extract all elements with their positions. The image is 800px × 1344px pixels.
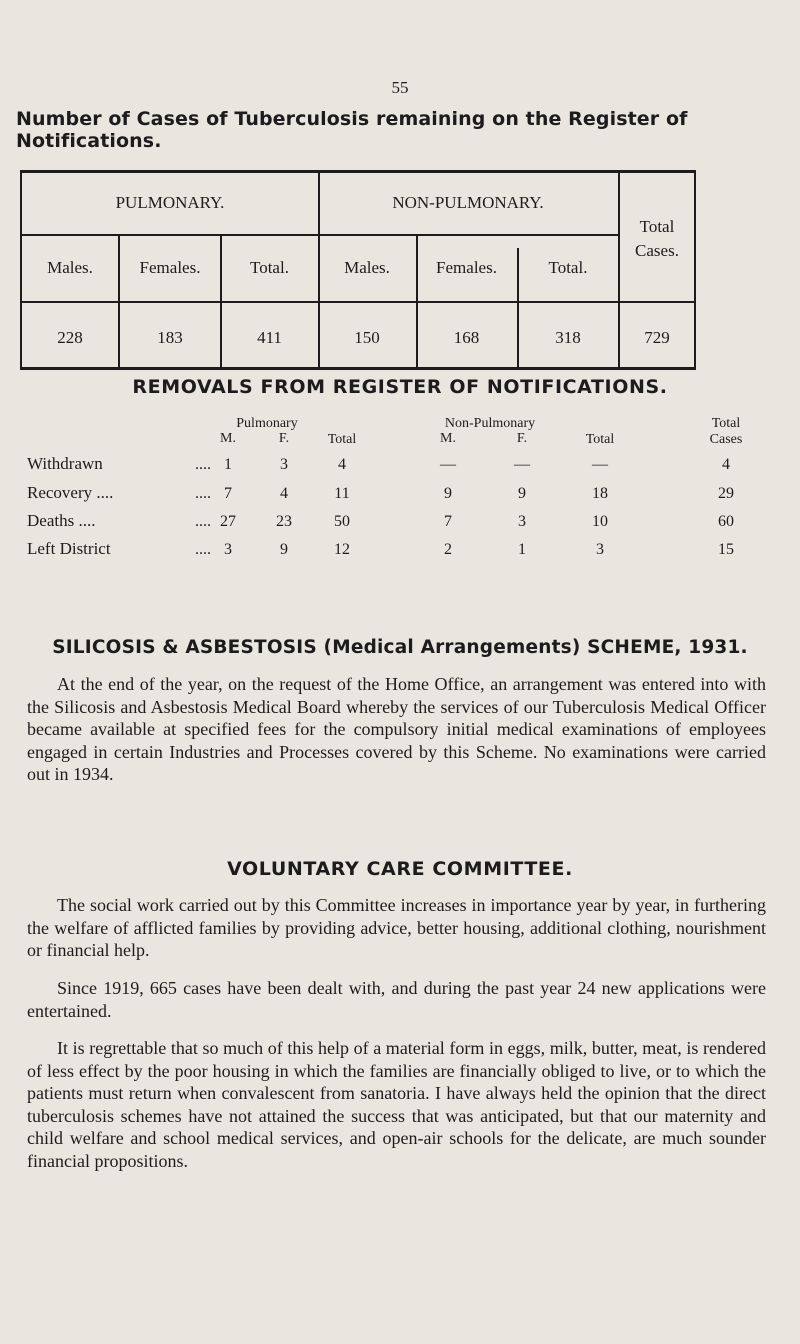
silicosis-heading: SILICOSIS & ASBESTOSIS (Medical Arrangements) SCHEME, 1931. xyxy=(52,637,748,658)
removals-cell: 1 xyxy=(224,456,232,473)
value-non-pulmonary-females: 168 xyxy=(453,328,480,347)
header-non-pulmonary-females: Females. xyxy=(436,258,497,277)
header-non-pulmonary-males: Males. xyxy=(344,258,390,277)
head-pulmonary-f: F. xyxy=(278,431,290,446)
voluntary-paragraph-3-text: It is regrettable that so much of this help of a material form in eggs, milk, butter, meat, is rendered of less effect by the poor housing in which the families are financially obliged to live, or to which the patients must return when convalescent from sanatoria. I have always held the opinion that the direct tuberculosis schemes have not attained the success that was anticipated, but that our maternity and child welfare and school medical services, and open-air schools for the delicate, are much sounder financial propositions. xyxy=(27,1038,766,1171)
removals-cell: 1 xyxy=(518,541,526,558)
removals-row-dots: .... xyxy=(195,456,211,473)
notifications-table xyxy=(20,170,696,370)
header-pulmonary-males: Males. xyxy=(47,258,93,277)
header-total-cases: Total Cases. xyxy=(635,217,679,260)
voluntary-paragraph-1 xyxy=(27,894,766,962)
value-non-pulmonary-males: 150 xyxy=(354,328,380,347)
removals-cell: 3 xyxy=(280,456,288,473)
removals-cell: 60 xyxy=(718,513,734,530)
head-pulmonary-total: Total xyxy=(327,432,357,447)
removals-cell: 29 xyxy=(718,485,734,502)
removals-cell: 18 xyxy=(592,485,608,502)
head-non-pulmonary-total: Total xyxy=(585,432,615,447)
removals-cell: 4 xyxy=(280,485,288,502)
head-pulmonary-m: M. xyxy=(220,431,236,446)
value-non-pulmonary-total: 318 xyxy=(555,328,581,347)
value-pulmonary-total: 411 xyxy=(257,328,282,347)
silicosis-paragraph-text: At the end of the year, on the request of the Home Office, an arrangement was entered into with the Silicosis and Asbestosis Medical Board whereby the services of our Tuberculosis Medical Officer became available at specified fees for the compulsory initial medical examinations of employees engaged in certain Industries and Processes covered by this Scheme. No examinations were carried out in 1934. xyxy=(27,674,766,784)
silicosis-paragraph xyxy=(27,673,766,786)
removals-cell: 27 xyxy=(220,513,236,530)
value-pulmonary-males: 228 xyxy=(57,328,83,347)
value-total-cases: 729 xyxy=(644,328,670,347)
head-total-cases: Total xyxy=(711,416,741,431)
head-pulmonary: Pulmonary xyxy=(236,416,298,431)
voluntary-paragraph-2 xyxy=(27,977,766,1022)
removals-cell: 7 xyxy=(224,485,232,502)
removals-row-label: Left District xyxy=(27,539,111,558)
removals-row-label: Recovery .... xyxy=(27,483,114,502)
removals-table xyxy=(0,416,800,616)
header-pulmonary: PULMONARY. xyxy=(115,193,225,212)
head-non-pulmonary: Non-Pulmonary xyxy=(444,416,536,431)
removals-cell: 3 xyxy=(518,513,526,530)
notifications-heading: Number of Cases of Tuberculosis remaining on the Register of Notifications. xyxy=(16,108,688,152)
removals-cell: 15 xyxy=(718,541,734,558)
removals-cell: 23 xyxy=(276,513,292,530)
removals-cell: 12 xyxy=(334,541,350,558)
removals-cell: 10 xyxy=(592,513,608,530)
head-total-cases-2: Cases xyxy=(709,432,743,447)
removals-cell: — xyxy=(440,456,456,473)
head-non-pulmonary-m: M. xyxy=(440,431,456,446)
removals-cell: 50 xyxy=(334,513,350,530)
removals-heading: REMOVALS FROM REGISTER OF NOTIFICATIONS. xyxy=(132,376,668,398)
voluntary-paragraph-1-text: The social work carried out by this Committee increases in importance year by year, in furthering the welfare of afflicted families by providing advice, better housing, additional clothing, nourishment or financial help. xyxy=(27,895,766,960)
header-pulmonary-total: Total. xyxy=(250,258,289,277)
removals-cell: 3 xyxy=(596,541,604,558)
voluntary-paragraph-3 xyxy=(27,1037,766,1172)
divider xyxy=(318,173,320,368)
removals-cell: 9 xyxy=(518,485,526,502)
removals-row-dots: .... xyxy=(195,513,211,530)
removals-cell: 4 xyxy=(338,456,346,473)
divider xyxy=(618,173,620,368)
removals-cell: 4 xyxy=(722,456,730,473)
removals-cell: 9 xyxy=(444,485,452,502)
removals-cell: 2 xyxy=(444,541,452,558)
divider xyxy=(517,248,519,368)
voluntary-paragraph-2-text: Since 1919, 665 cases have been dealt with, and during the past year 24 new applications were entertained. xyxy=(27,978,766,1021)
removals-cell: 3 xyxy=(224,541,232,558)
page-number: 55 xyxy=(391,78,409,97)
removals-cell: — xyxy=(514,456,530,473)
removals-cell: 11 xyxy=(334,485,350,502)
voluntary-heading: VOLUNTARY CARE COMMITTEE. xyxy=(227,858,573,880)
header-non-pulmonary: NON-PULMONARY. xyxy=(392,193,544,212)
removals-row-dots: .... xyxy=(195,541,211,558)
header-non-pulmonary-total: Total. xyxy=(548,258,588,277)
removals-cell: — xyxy=(592,456,608,473)
removals-cell: 7 xyxy=(444,513,452,530)
value-pulmonary-females: 183 xyxy=(157,328,183,347)
divider xyxy=(22,234,618,236)
head-non-pulmonary-f: F. xyxy=(516,431,528,446)
removals-row-label: Deaths .... xyxy=(27,511,96,530)
header-pulmonary-females: Females. xyxy=(139,258,201,277)
divider xyxy=(22,301,694,303)
removals-cell: 9 xyxy=(280,541,288,558)
removals-row-dots: .... xyxy=(195,485,211,502)
removals-row-label: Withdrawn xyxy=(27,454,103,473)
